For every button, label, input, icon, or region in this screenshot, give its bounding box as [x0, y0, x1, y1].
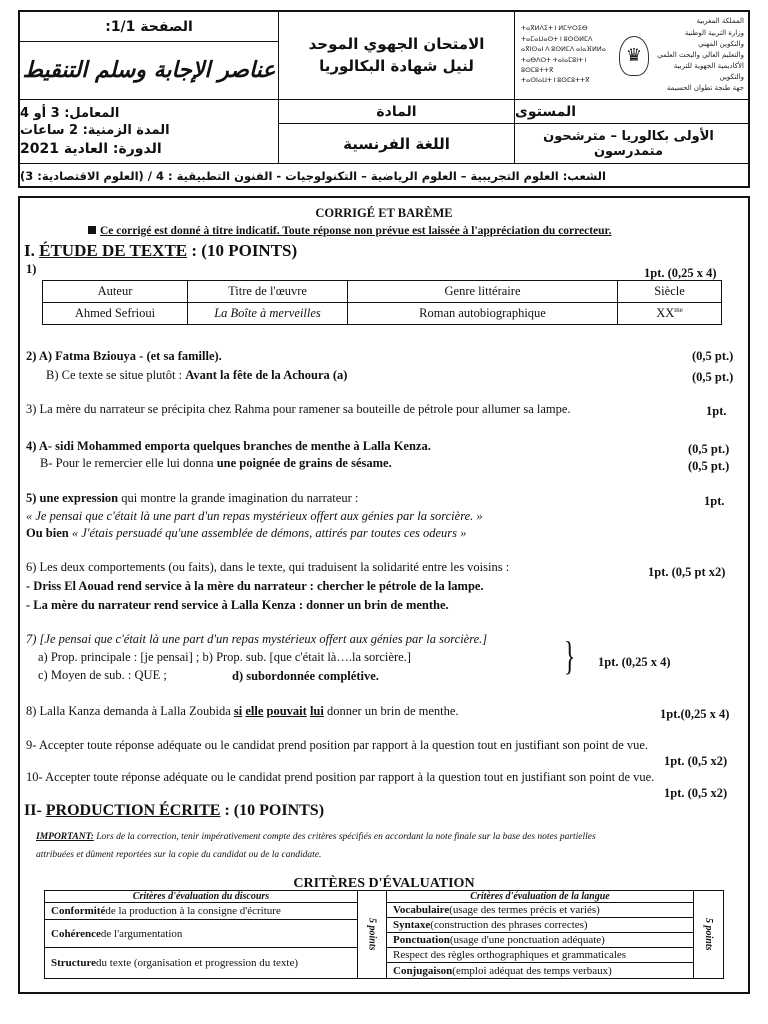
q6-answer-b: - La mère du narrateur rend service à Lalla Kenza : donner un brin de menthe.: [26, 598, 449, 612]
important-note-line2: attribuées et dûment reportées sur la copie du candidat ou de la candidate.: [36, 850, 322, 860]
century-cell: $XX^{me}$: [618, 303, 722, 325]
answers-title: عناصر الإجابة وسلم التنقيط: [20, 42, 279, 100]
q1-points: 1pt. (0,25 x 4): [644, 266, 717, 280]
criteria-title: CRITÈRES D'ÉVALUATION: [293, 876, 475, 891]
language-criteria: [387, 891, 693, 978]
table-header-cell: Titre de l'œuvre: [188, 281, 348, 303]
q8-answer: 8) Lalla Kanza demanda à Lalla Zoubida si elle pouvait lui donner un brin de menthe.: [26, 704, 459, 718]
q7-answer-c: c) Moyen de sub. : QUE ;: [38, 668, 167, 682]
q2b-points: (0,5 pt.): [692, 370, 734, 384]
exam-meta: [20, 100, 279, 164]
q9-answer: 9- Accepter toute réponse adéquate ou le candidat prend position par rapport à la question tout en justifiant son point de vue.: [26, 738, 649, 752]
duration: المدة الزمنية: 2 ساعات: [20, 123, 170, 139]
q9-points: 1pt. (0,5 x2): [664, 754, 728, 768]
language-points: 5 points: [693, 891, 723, 978]
criteria-row: Conjugaison (emploi adéquat des temps verbaux): [393, 964, 612, 977]
work-info-table: [42, 280, 722, 325]
right-brace-icon: }: [563, 633, 576, 678]
session: الدورة: العادية 2021: [20, 140, 162, 157]
criteria-row: Vocabulaire (usage des termes précis et variés): [387, 903, 693, 918]
level-label: المستوى: [515, 100, 750, 124]
q7-sentence: 7) [Je pensai que c'était là une part d'un repas mystérieux offert aux génies par la sorcière.]: [26, 632, 488, 646]
q2a-points: (0,5 pt.): [692, 349, 734, 363]
q4b-points: (0,5 pt.): [688, 459, 730, 473]
q10-points: 1pt. (0,5 x2): [664, 786, 728, 800]
table-row: [43, 303, 722, 325]
q2-answer-a: 2) A) Fatma Bziouya - (et sa famille).: [26, 349, 222, 363]
corrige-body: [18, 196, 750, 994]
q6-answer-a: - Driss El Aouad rend service à la mère du narrateur : chercher le pétrole de la lampe.: [26, 579, 484, 593]
crown-emblem-icon: ♛: [619, 36, 649, 76]
corrige-title: CORRIGÉ ET BARÈME: [315, 206, 453, 220]
arabic-ministry-text: المملكة المغربية وزارة التربية الوطنية والتكوين المهني والتعليم العالي والبحث العلمي الأكاديمية الجهوية للتربية والتكوين جهة طنجة تطوان الحسيمة: [657, 17, 744, 93]
q4a-points: (0,5 pt.): [688, 442, 730, 456]
criteria-row: Cohérence de l'argumentation: [45, 920, 357, 948]
page-number: الصفحة 1/1:: [20, 12, 279, 42]
title-cell: La Boîte à merveilles: [188, 303, 348, 325]
criteria-row: Conformité de la production à la consigne d'écriture: [45, 903, 357, 920]
q5-quote-2: Ou bien « J'étais persuadé qu'une assemblée de démons, attirés par toutes ces odeurs »: [26, 526, 467, 540]
subject-value: اللغة الفرنسية: [343, 134, 450, 153]
q3-points: 1pt.: [706, 404, 727, 418]
square-bullet-icon: [88, 226, 96, 234]
streams: الشعب: العلوم التجريبية – العلوم الرياضية – التكنولوجيات - الفنون التطبيقية : 4 / (العلوم الاقتصادية: 3): [20, 169, 606, 183]
tifinagh-ministry-text: ⵜⴰⴳⵍⴷⵉⵜ ⵏ ⵍⵎⵖⵔⵉⴱ ⵜⴰⵎⴰⵡⴰⵙⵜ ⵏ ⵓⵙⵙⵍⵎⴷ ⴰⴳⵏⵙⴰⵏ ⴷ ⵓⵙⵍⵎⴷ ⴰⵏⴰⴼⵍⵍⴰ ⵜⴰⴱⴷⵔⵜ ⵜⴰⵏⴰⵎⵓⵏⵜ ⵏ ⵓⵙⵎⵓⵜⵜⴳ ⵜⴰⵙⵏⴰⵡⵜ ⵏ ⵓⵙⵎⵓⵜⵜⴳ: [521, 25, 606, 85]
q4-answer-b: B- Pour le remercier elle lui donna une poignée de grains de sésame.: [40, 456, 392, 470]
section-2-heading: II- PRODUCTION ÉCRITE : (10 POINTS): [24, 802, 325, 819]
subject-block: [279, 100, 515, 164]
discourse-criteria: [45, 891, 357, 978]
criteria-row: Structure du texte (organisation et progression du texte): [51, 957, 299, 969]
q5-points: 1pt.: [704, 494, 725, 508]
subject-label: المادة: [279, 100, 514, 124]
q8-points: 1pt.(0,25 x 4): [660, 707, 730, 721]
level-block: [515, 100, 750, 164]
discourse-points: 5 points: [357, 891, 387, 978]
table-header-cell: Auteur: [43, 281, 188, 303]
criteria-row: Ponctuation (usage d'une ponctuation adéquate): [387, 933, 693, 948]
q7-points: 1pt. (0,25 x 4): [598, 655, 671, 669]
indicative-note: Ce corrigé est donné à titre indicatif. Toute réponse non prévue est laissée à l'appréciation du correcteur.: [88, 225, 611, 237]
q7-answer-ab: a) Prop. principale : [je pensai] ; b) Prop. sub. [que c'était là….la sorcière.]: [38, 650, 411, 664]
level-value: الأولى بكالوريا – مترشحون متمدرسون: [543, 128, 714, 159]
important-note: IMPORTANT: Lors de la correction, tenir impérativement compte des critères spécifiés en accordant la note finale sur la base des notes partielles: [36, 832, 596, 842]
q7-answer-d: d) subordonnée complétive.: [232, 669, 379, 683]
genre-cell: Roman autobiographique: [348, 303, 618, 325]
exam-title: [279, 12, 515, 100]
q4-answer-a: 4) A- sidi Mohammed emporta quelques branches de menthe à Lalla Kenza.: [26, 439, 431, 453]
exam-title-line2: لنيل شهادة البكالوريا: [319, 56, 474, 75]
q1-number: 1): [26, 262, 37, 276]
exam-title-line1: الامتحان الجهوي الموحد: [308, 34, 485, 53]
discourse-criteria-header: Critères d'évaluation du discours: [45, 891, 357, 903]
criteria-row: Syntaxe (construction des phrases correctes): [387, 918, 693, 933]
language-criteria-header: Critères d'évaluation de la langue: [387, 891, 693, 903]
author-cell: Ahmed Sefrioui: [43, 303, 188, 325]
table-header-cell: Genre littéraire: [348, 281, 618, 303]
section-1-heading: I. ÉTUDE DE TEXTE : (10 POINTS): [24, 241, 298, 260]
q5-prompt: 5) une expression qui montre la grande imagination du narrateur :: [26, 491, 359, 505]
table-header-cell: Siècle: [618, 281, 722, 303]
coefficient: المعامل: 3 أو 4: [20, 105, 120, 121]
criteria-row: Respect des règles orthographiques et grammaticales: [387, 948, 693, 963]
exam-header: [18, 10, 750, 188]
ministry-logo-block: [515, 12, 750, 100]
q6-prompt: 6) Les deux comportements (ou faits), dans le texte, qui traduisent la solidarité entre les voisins :: [26, 560, 510, 574]
q6-points: 1pt. (0,5 pt x2): [648, 565, 726, 579]
q5-quote-1: « Je pensai que c'était là une part d'un repas mystérieux offert aux génies par la sorcière. »: [26, 509, 483, 523]
q2-answer-b: B) Ce texte se situe plutôt : Avant la fête de la Achoura (a): [46, 368, 348, 382]
table-header-row: [43, 281, 722, 303]
q10-answer: 10- Accepter toute réponse adéquate ou le candidat prend position par rapport à la question tout en justifiant son point de vue.: [26, 770, 655, 784]
criteria-table: [44, 890, 724, 979]
q3-answer: 3) La mère du narrateur se précipita chez Rahma pour ramener sa bouteille de pétrole pour allumer sa lampe.: [26, 402, 571, 416]
